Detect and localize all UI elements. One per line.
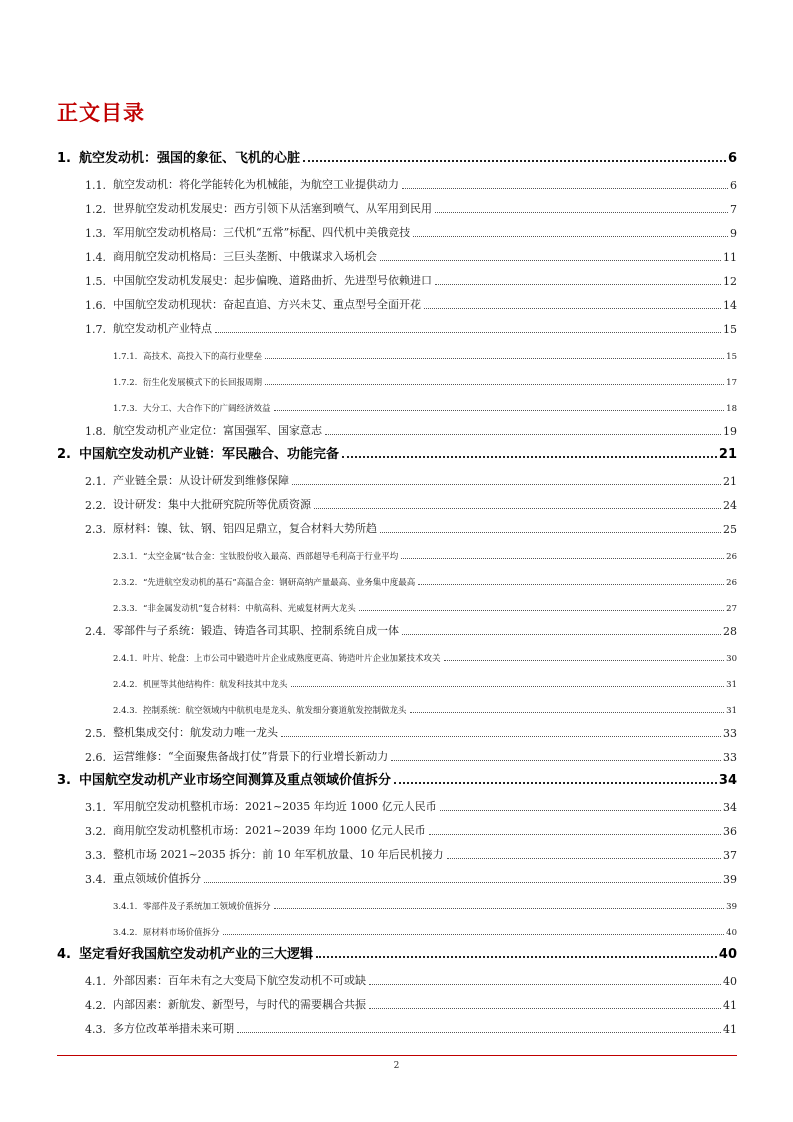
toc-entry-page: 40 xyxy=(718,947,737,962)
toc-entry-number: 1.7.2. xyxy=(113,378,138,388)
toc-entry-page: 24 xyxy=(723,499,737,512)
toc-dot-leader xyxy=(413,236,728,237)
toc-dot-leader xyxy=(440,810,721,811)
toc-entry-number: 1.7. xyxy=(85,323,106,336)
toc-entry-title: 大分工、大合作下的广阔经济效益 xyxy=(143,404,271,414)
toc-entry-number: 1.5. xyxy=(85,275,106,288)
toc-entry-page: 31 xyxy=(726,680,737,690)
toc-entry-number: 3.4.2. xyxy=(113,928,138,938)
toc-dot-leader xyxy=(435,284,721,285)
toc-dot-leader xyxy=(274,908,725,909)
toc-entry-page: 15 xyxy=(723,323,737,336)
toc-entry-title: 运营维修：“全面聚焦备战打仗”背景下的行业增长新动力 xyxy=(113,750,389,763)
toc-dot-leader xyxy=(369,1008,721,1009)
toc-entry-page: 30 xyxy=(726,654,737,664)
toc-entry-title: 中国航空发动机产业市场空间测算及重点领域价值拆分 xyxy=(79,773,392,788)
toc-entry-level-2[interactable] xyxy=(57,168,737,192)
toc-entry-page: 15 xyxy=(726,352,737,362)
toc-dot-leader xyxy=(292,484,721,485)
toc-entry-number: 1.2. xyxy=(85,203,106,216)
toc-entry-page: 39 xyxy=(726,902,737,912)
toc-entry-page: 17 xyxy=(726,378,737,388)
toc-entry-level-2[interactable] xyxy=(57,192,737,216)
toc-entry-page: 6 xyxy=(730,179,737,192)
toc-entry-number: 3.1. xyxy=(85,801,106,814)
toc-entry-title: 坚定看好我国航空发动机产业的三大逻辑 xyxy=(79,947,314,962)
toc-entry-level-3[interactable] xyxy=(57,690,737,716)
toc-dot-leader xyxy=(265,358,724,359)
toc-entry-level-2[interactable] xyxy=(57,488,737,512)
toc-entry-level-2[interactable] xyxy=(57,414,737,438)
toc-entry-level-2[interactable] xyxy=(57,862,737,886)
toc-entry-page: 36 xyxy=(723,825,737,838)
toc-entry-title: “先进航空发动机的基石”高温合金：钢研高纳产量最高、业务集中度最高 xyxy=(143,578,416,588)
toc-entry-number: 1.3. xyxy=(85,227,106,240)
toc-entry-number: 3.2. xyxy=(85,825,106,838)
toc-entry-number: 1. xyxy=(57,151,71,166)
toc-entry-title: 中国航空发动机发展史：起步偏晚、道路曲折、先进型号依赖进口 xyxy=(113,274,432,287)
toc-entry-page: 26 xyxy=(726,552,737,562)
toc-entry-number: 1.7.3. xyxy=(113,404,138,414)
toc-entry-level-2[interactable] xyxy=(57,988,737,1012)
toc-entry-level-2[interactable] xyxy=(57,838,737,862)
toc-dot-leader xyxy=(410,712,725,713)
toc-entry-title: 军用航空发动机格局：三代机“五常”标配、四代机中美俄竞技 xyxy=(113,226,411,239)
toc-entry-page: 34 xyxy=(723,801,737,814)
toc-entry-page: 14 xyxy=(723,299,737,312)
toc-entry-title: 原材料：镍、钛、钢、铝四足鼎立，复合材料大势所趋 xyxy=(113,522,377,535)
toc-entry-number: 4.1. xyxy=(85,975,106,988)
page-number: 2 xyxy=(393,1061,400,1071)
toc-dot-leader xyxy=(316,956,717,958)
toc-dot-leader xyxy=(215,332,721,333)
toc-entry-number: 3. xyxy=(57,773,71,788)
toc-entry-number: 1.1. xyxy=(85,179,106,192)
toc-entry-level-3[interactable] xyxy=(57,336,737,362)
toc-entry-page: 18 xyxy=(726,404,737,414)
toc-entry-title: 原材料市场价值拆分 xyxy=(143,928,220,938)
toc-entry-number: 2.3. xyxy=(85,523,106,536)
toc-entry-number: 3.4.1. xyxy=(113,902,138,912)
toc-entry-page: 12 xyxy=(723,275,737,288)
toc-entry-number: 2.1. xyxy=(85,475,106,488)
toc-entry-page: 40 xyxy=(723,975,737,988)
toc-entry-number: 1.4. xyxy=(85,251,106,264)
toc-dot-leader xyxy=(237,1032,721,1033)
toc-entry-title: 叶片、轮盘：上市公司中锻造叶片企业成熟度更高、铸造叶片企业加紧技术攻关 xyxy=(143,654,441,664)
toc-entry-title: 零部件与子系统：锻造、铸造各司其职、控制系统自成一体 xyxy=(113,624,399,637)
toc-entry-page: 26 xyxy=(726,578,737,588)
toc-dot-leader xyxy=(435,212,728,213)
toc-entry-page: 19 xyxy=(723,425,737,438)
toc-entry-page: 11 xyxy=(723,251,737,264)
toc-entry-level-2[interactable] xyxy=(57,512,737,536)
toc-entry-level-3[interactable] xyxy=(57,886,737,912)
toc-entry-number: 2.4. xyxy=(85,625,106,638)
toc-dot-leader xyxy=(265,384,724,385)
toc-entry-level-2[interactable] xyxy=(57,312,737,336)
toc-entry-title: 军用航空发动机整机市场：2021~2035 年均近 1000 亿元人民币 xyxy=(113,800,437,813)
toc-entry-page: 21 xyxy=(718,447,737,462)
toc-dot-leader xyxy=(325,434,721,435)
toc-entry-page: 39 xyxy=(723,873,737,886)
toc-entry-level-3[interactable] xyxy=(57,638,737,664)
toc-dot-leader xyxy=(359,610,724,611)
toc-dot-leader xyxy=(314,508,721,509)
toc-entry-page: 9 xyxy=(730,227,737,240)
toc-entry-level-1[interactable] xyxy=(57,938,737,964)
toc-entry-title: 世界航空发动机发展史：西方引领下从活塞到喷气、从军用到民用 xyxy=(113,202,432,215)
toc-entry-page: 41 xyxy=(723,999,737,1012)
toc-dot-leader xyxy=(402,188,728,189)
toc-entry-page: 40 xyxy=(726,928,737,938)
toc-dot-leader xyxy=(429,834,721,835)
toc-entry-title: 产业链全景：从设计研发到维修保障 xyxy=(113,474,289,487)
toc-entry-title: 中国航空发动机产业链：军民融合、功能完备 xyxy=(79,447,340,462)
toc-entry-title: 航空发动机：强国的象征、飞机的心脏 xyxy=(79,151,301,166)
toc-entry-title: 设计研发：集中大批研究院所等优质资源 xyxy=(113,498,311,511)
toc-entry-number: 4.2. xyxy=(85,999,106,1012)
toc-entry-title: 衍生化发展模式下的长回报周期 xyxy=(143,378,263,388)
toc-entry-number: 2.3.1. xyxy=(113,552,138,562)
page-title: 正文目录 xyxy=(57,101,145,125)
toc-entry-level-2[interactable] xyxy=(57,1012,737,1036)
toc-entry-title: 重点领域价值拆分 xyxy=(113,872,201,885)
toc-entry-title: 航空发动机产业定位：富国强军、国家意志 xyxy=(113,424,322,437)
toc-entry-page: 31 xyxy=(726,706,737,716)
toc-entry-page: 34 xyxy=(718,773,737,788)
toc-entry-number: 1.6. xyxy=(85,299,106,312)
toc-entry-title: 商用航空发动机格局：三巨头垄断、中俄谋求入场机会 xyxy=(113,250,377,263)
toc-entry-title: “非金属发动机”复合材料：中航高科、光威复材两大龙头 xyxy=(143,604,356,614)
toc-dot-leader xyxy=(380,260,721,261)
toc-entry-number: 2.4.2. xyxy=(113,680,138,690)
toc-dot-leader xyxy=(342,456,717,458)
toc-dot-leader xyxy=(303,160,726,162)
toc-entry-level-2[interactable] xyxy=(57,740,737,764)
toc-entry-page: 33 xyxy=(723,751,737,764)
toc-entry-level-1[interactable] xyxy=(57,438,737,464)
toc-entry-page: 41 xyxy=(723,1023,737,1036)
toc-entry-level-2[interactable] xyxy=(57,614,737,638)
toc-entry-number: 2.3.2. xyxy=(113,578,138,588)
toc-entry-page: 33 xyxy=(723,727,737,740)
toc-dot-leader xyxy=(444,660,725,661)
toc-entry-number: 2.4.1. xyxy=(113,654,138,664)
toc-entry-number: 2.5. xyxy=(85,727,106,740)
toc-dot-leader xyxy=(281,736,721,737)
toc-dot-leader xyxy=(447,858,721,859)
toc-entry-title: 商用航空发动机整机市场：2021~2039 年均 1000 亿元人民币 xyxy=(113,824,426,837)
toc-entry-title: 整机集成交付：航发动力唯一龙头 xyxy=(113,726,278,739)
toc-entry-title: 多方位改革举措未来可期 xyxy=(113,1022,234,1035)
toc-entry-title: 高技术、高投入下的高行业壁垒 xyxy=(143,352,263,362)
toc-entry-number: 2.4.3. xyxy=(113,706,138,716)
toc-entry-number: 2.2. xyxy=(85,499,106,512)
toc-entry-level-3[interactable] xyxy=(57,536,737,562)
toc-dot-leader xyxy=(424,308,721,309)
toc-entry-number: 2.6. xyxy=(85,751,106,764)
toc-entry-number: 1.8. xyxy=(85,425,106,438)
footer-divider xyxy=(57,1055,737,1056)
toc-dot-leader xyxy=(291,686,725,687)
toc-entry-level-3[interactable] xyxy=(57,562,737,588)
toc-entry-page: 27 xyxy=(726,604,737,614)
toc-entry-title: 机匣等其他结构件：航发科技其中龙头 xyxy=(143,680,288,690)
toc-entry-level-2[interactable] xyxy=(57,216,737,240)
toc-entry-level-2[interactable] xyxy=(57,288,737,312)
toc-entry-title: 控制系统：航空领域内中航机电是龙头、航发细分赛道航发控制做龙头 xyxy=(143,706,407,716)
toc-entry-title: 中国航空发动机现状：奋起直追、方兴未艾、重点型号全面开花 xyxy=(113,298,421,311)
toc-entry-number: 3.4. xyxy=(85,873,106,886)
toc-entry-level-2[interactable] xyxy=(57,264,737,288)
toc-entry-level-2[interactable] xyxy=(57,716,737,740)
toc-entry-title: 外部因素：百年未有之大变局下航空发动机不可或缺 xyxy=(113,974,366,987)
toc-entry-level-2[interactable] xyxy=(57,814,737,838)
toc-entry-number: 4.3. xyxy=(85,1023,106,1036)
toc-entry-level-3[interactable] xyxy=(57,388,737,414)
toc-dot-leader xyxy=(274,410,725,411)
toc-dot-leader xyxy=(204,882,721,883)
toc-dot-leader xyxy=(402,634,721,635)
toc-entry-level-1[interactable] xyxy=(57,764,737,790)
toc-dot-leader xyxy=(418,584,724,585)
toc-entry-number: 2.3.3. xyxy=(113,604,138,614)
toc-entry-page: 28 xyxy=(723,625,737,638)
toc-entry-number: 1.7.1. xyxy=(113,352,138,362)
toc-dot-leader xyxy=(394,782,717,784)
toc-dot-leader xyxy=(380,532,721,533)
toc-dot-leader xyxy=(401,558,724,559)
toc-entry-page: 7 xyxy=(730,203,737,216)
toc-entry-page: 21 xyxy=(723,475,737,488)
toc-entry-level-2[interactable] xyxy=(57,464,737,488)
toc-entry-level-3[interactable] xyxy=(57,588,737,614)
toc-entry-level-3[interactable] xyxy=(57,664,737,690)
toc-entry-title: 整机市场 2021~2035 拆分：前 10 年军机放量、10 年后民机接力 xyxy=(113,848,444,861)
toc-entry-page: 25 xyxy=(723,523,737,536)
toc-dot-leader xyxy=(223,934,725,935)
toc-entry-level-2[interactable] xyxy=(57,790,737,814)
toc-entry-page: 6 xyxy=(727,151,737,166)
toc-entry-level-3[interactable] xyxy=(57,362,737,388)
toc-entry-title: 航空发动机产业特点 xyxy=(113,322,212,335)
toc-entry-title: “太空金属”钛合金：宝钛股份收入最高、西部超导毛利高于行业平均 xyxy=(143,552,399,562)
toc-entry-number: 3.3. xyxy=(85,849,106,862)
toc-entry-level-2[interactable] xyxy=(57,240,737,264)
toc-entry-title: 内部因素：新航发、新型号，与时代的需要耦合共振 xyxy=(113,998,366,1011)
toc-entry-number: 4. xyxy=(57,947,71,962)
toc-entry-level-3[interactable] xyxy=(57,912,737,938)
toc-entry-level-1[interactable] xyxy=(57,142,737,168)
toc-dot-leader xyxy=(369,984,721,985)
toc-entry-level-2[interactable] xyxy=(57,964,737,988)
toc-entry-number: 2. xyxy=(57,447,71,462)
table-of-contents xyxy=(57,142,737,1036)
toc-entry-title: 航空发动机：将化学能转化为机械能，为航空工业提供动力 xyxy=(113,178,399,191)
toc-entry-title: 零部件及子系统加工领域价值拆分 xyxy=(143,902,271,912)
toc-entry-page: 37 xyxy=(723,849,737,862)
toc-dot-leader xyxy=(391,760,721,761)
